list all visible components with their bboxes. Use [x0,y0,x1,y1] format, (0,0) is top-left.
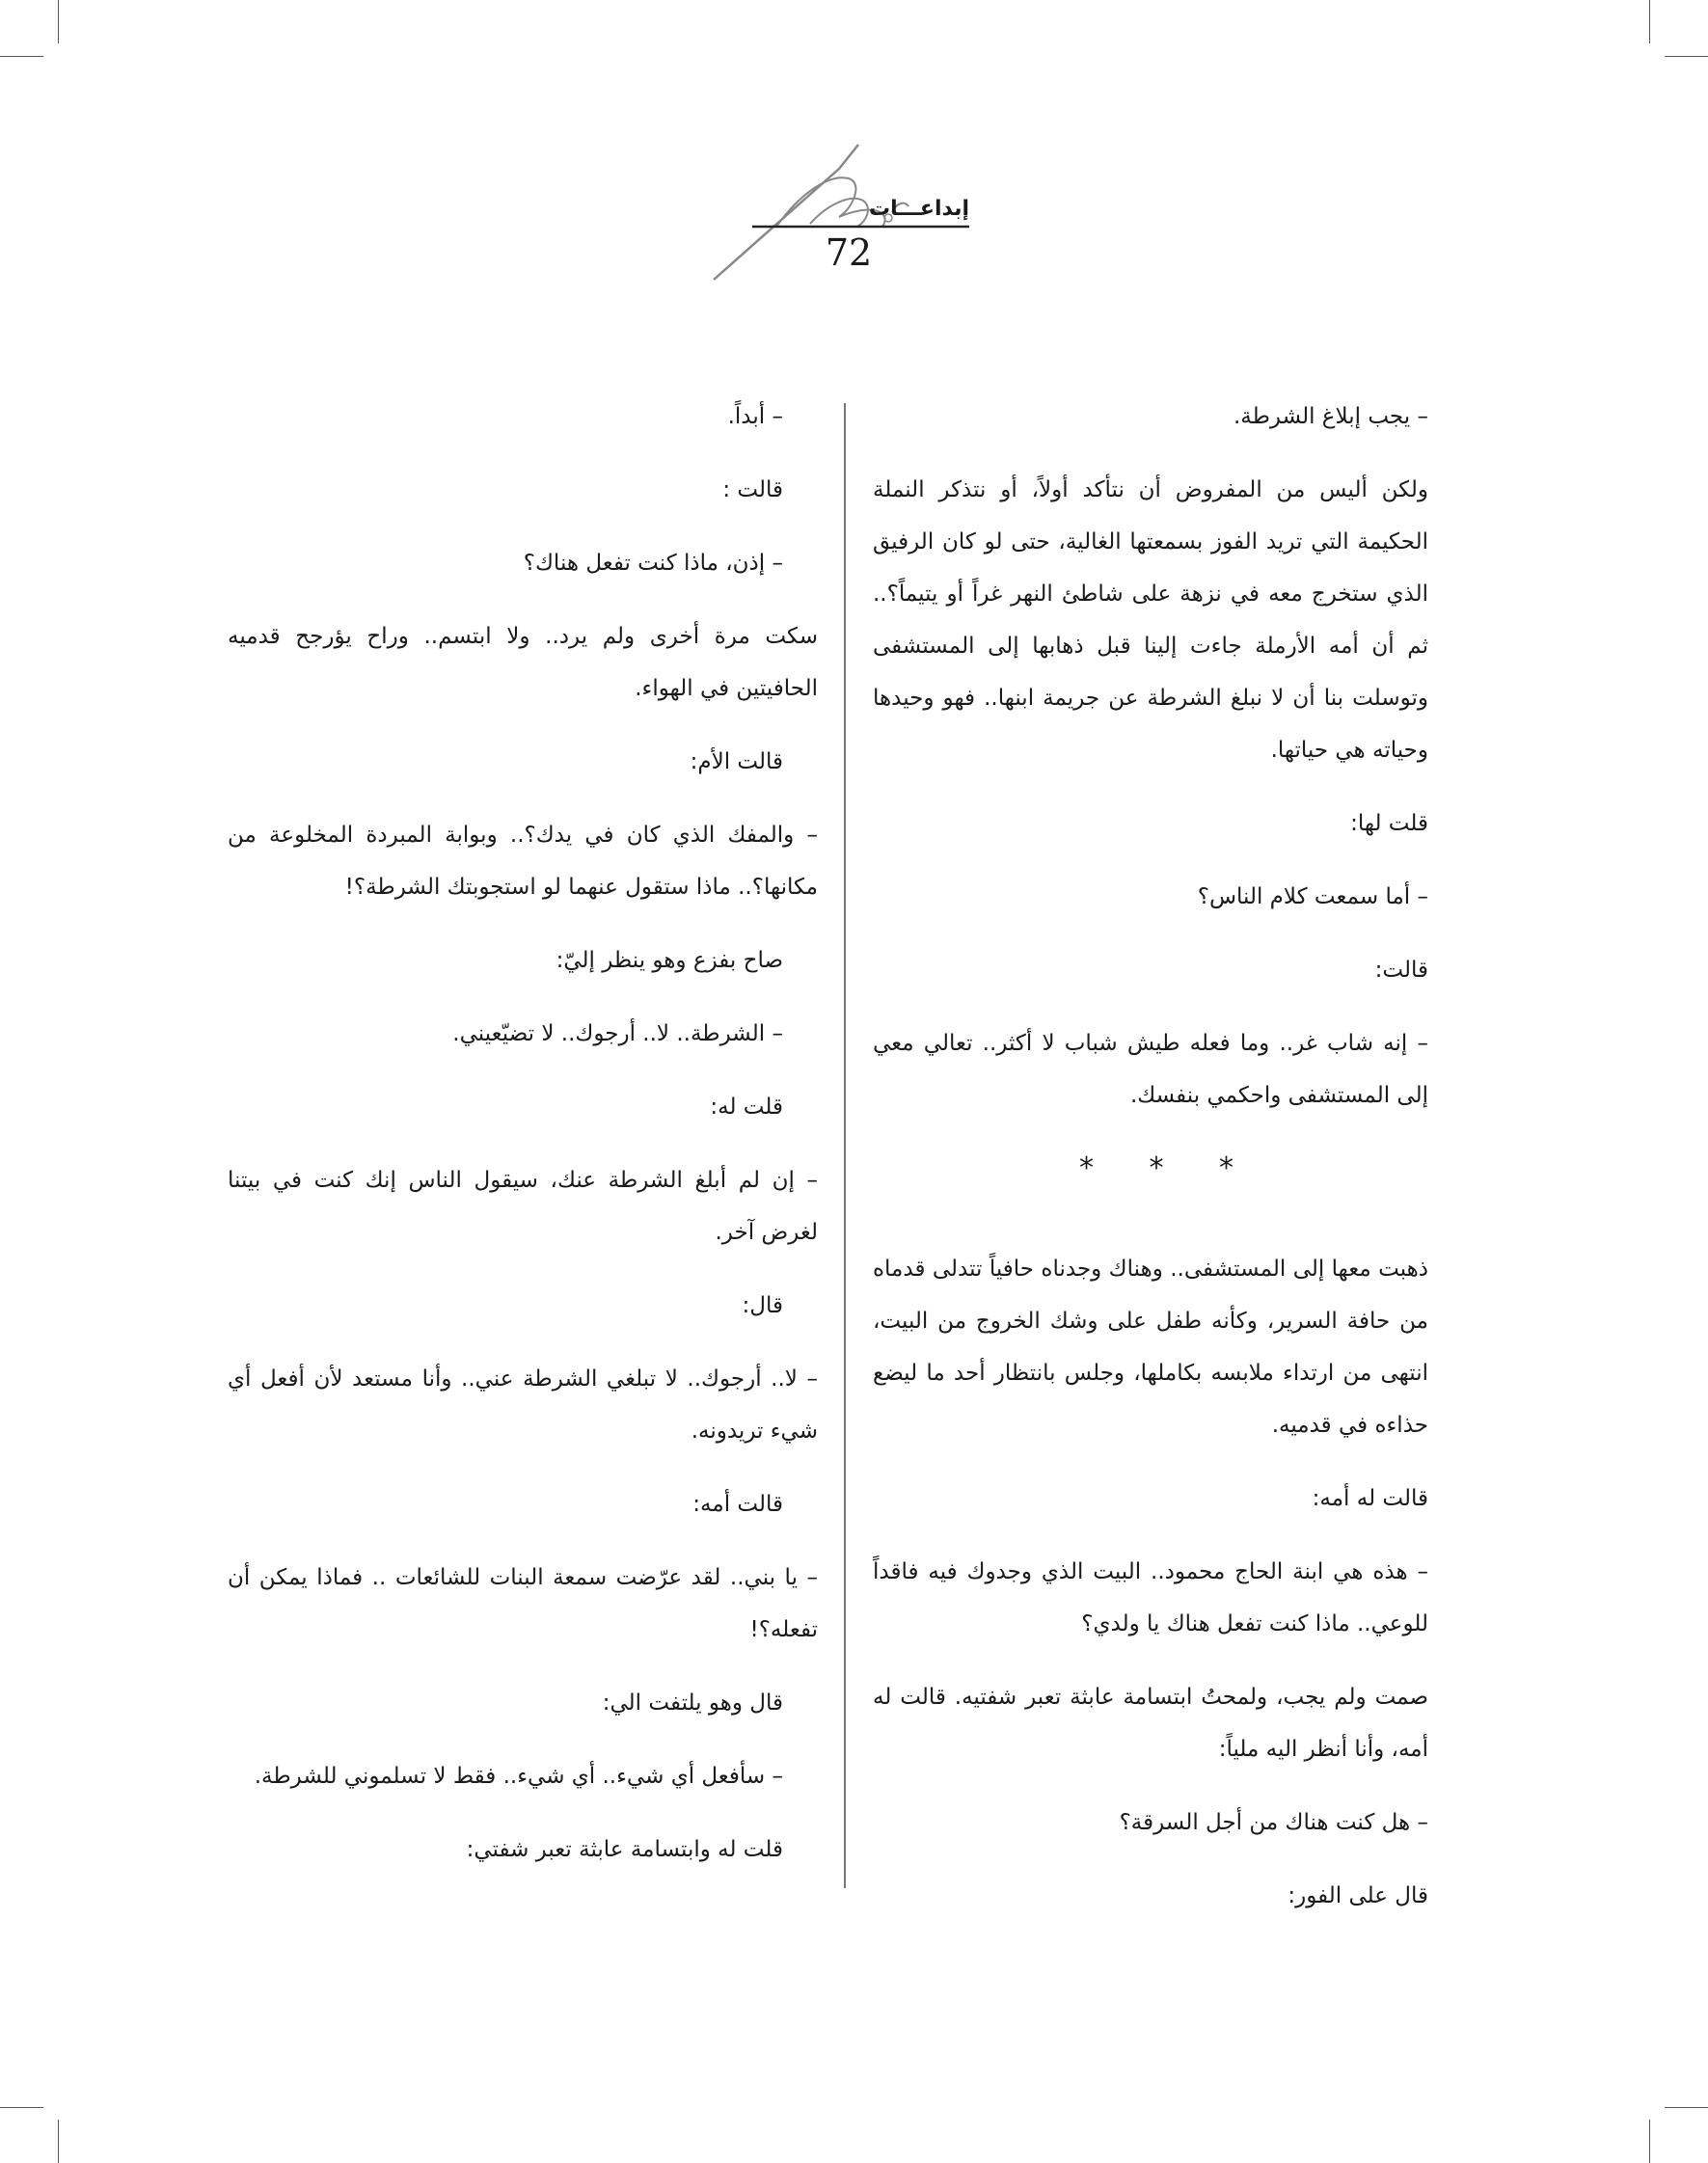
page-number: 72 [825,231,873,274]
text-column-left [228,391,818,1897]
dialogue-line: – هذه هي ابنة الحاج محمود.. البيت الذي وجدوك فيه فاقداً للوعي.. ماذا كنت تفعل هناك يا ولدي؟ [873,1559,1428,1636]
dialogue-tag: قلت له: [710,1095,783,1120]
dialogue-line: – لا.. أرجوك.. لا تبلغي الشرطة عني.. وأنا مستعد لأن أفعل أي شيء تريدونه. [228,1366,818,1444]
dialogue-line: – يا بني.. لقد عرّضت سمعة البنات للشائعات .. فماذا يمكن أن تفعله؟! [228,1565,818,1642]
paragraph: صمت ولم يجب، ولمحتُ ابتسامة عابثة تعبر شفتيه. قالت له أمه، وأنا أنظر اليه ملياً: [873,1685,1428,1762]
dialogue-line: – إن لم أبلغ الشرطة عنك، سيقول الناس إنك كنت في بيتنا لغرض آخر. [228,1168,818,1245]
dialogue-line: – والمفك الذي كان في يدك؟.. وبوابة المبردة المخلوعة من مكانها؟.. ماذا ستقول عنهما لو استجوبتك الشرطة؟! [228,823,818,900]
dialogue-line: – سأفعل أي شيء.. أي شيء.. فقط لا تسلموني للشرطة. [254,1764,783,1789]
text-column-right [873,391,1463,1943]
paragraph: سكت مرة أخرى ولم يرد.. ولا ابتسم.. وراح يؤرجح قدميه الحافيتين في الهواء. [228,624,818,701]
section-break: * * * [1078,1151,1258,1185]
dialogue-line: – إنه شاب غر.. وما فعله طيش شباب لا أكثر.. تعالي معي إلى المستشفى واحكمي بنفسك. [873,1031,1428,1108]
dialogue-tag: قالت الأم: [690,749,783,774]
dialogue-tag: قالت: [1374,958,1428,983]
dialogue-tag: قال وهو يلتفت الي: [602,1690,783,1716]
dialogue-tag: قالت أمه: [692,1492,783,1517]
paragraph: ولكن أليس من المفروض أن نتأكد أولاً، أو نتذكر النملة الحكيمة التي تريد الفوز بسمعتها الغالية، حتى لو كان الرفيق الذي ستخرج معه في نزهة على شاطئ النهر غراً أو يتيماً؟.. ثم أن أمه الأرملة جاءت إلينا قبل ذهابها إلى المستشفى وتوسلت بنا أن لا نبلغ الشرطة عن جريمة ابنها.. فهو وحيدها وحياته هي حياتها. [873,477,1428,763]
crop-mark [58,0,59,43]
dialogue-tag: صاح بفزع وهو ينظر إليّ: [556,948,783,973]
crop-mark [1665,2107,1708,2108]
crop-mark [1665,56,1708,57]
dialogue-tag: قال على الفور: [1288,1883,1428,1908]
dialogue-tag: قال: [742,1293,783,1318]
crop-mark [58,2120,59,2163]
dialogue-line: – هل كنت هناك من أجل السرقة؟ [1119,1810,1428,1835]
dialogue-line: – أبداً. [727,404,783,429]
dialogue-tag: قالت له أمه: [1312,1486,1428,1511]
paragraph: ذهبت معها إلى المستشفى.. وهناك وجدناه حافياً تتدلى قدماه من حافة السرير، وكأنه طفل على وشك الخروج من البيت، انتهى من ارتداء ملابسه بكاملها، وجلس بانتظار أحد ما ليضع حذاءه في قدميه. [873,1257,1428,1438]
dialogue-tag: قلت لها: [1350,811,1428,836]
section-label: إبداعـــات [868,197,969,221]
dialogue-tag: قلت له وابتسامة عابثة تعبر شفتي: [466,1837,783,1862]
crop-mark [1649,2120,1650,2163]
dialogue-tag: قالت : [722,477,783,502]
dialogue-line: – الشرطة.. لا.. أرجوك.. لا تضيّعيني. [452,1021,783,1046]
column-divider [844,403,846,1888]
crop-mark [0,56,43,57]
dialogue-line: – أما سمعت كلام الناس؟ [1197,884,1428,909]
crop-mark [0,2107,43,2108]
dialogue-line: – إذن، ماذا كنت تفعل هناك؟ [523,551,783,576]
crop-mark [1649,0,1650,43]
dialogue-line: – يجب إبلاغ الشرطة. [1233,404,1428,429]
